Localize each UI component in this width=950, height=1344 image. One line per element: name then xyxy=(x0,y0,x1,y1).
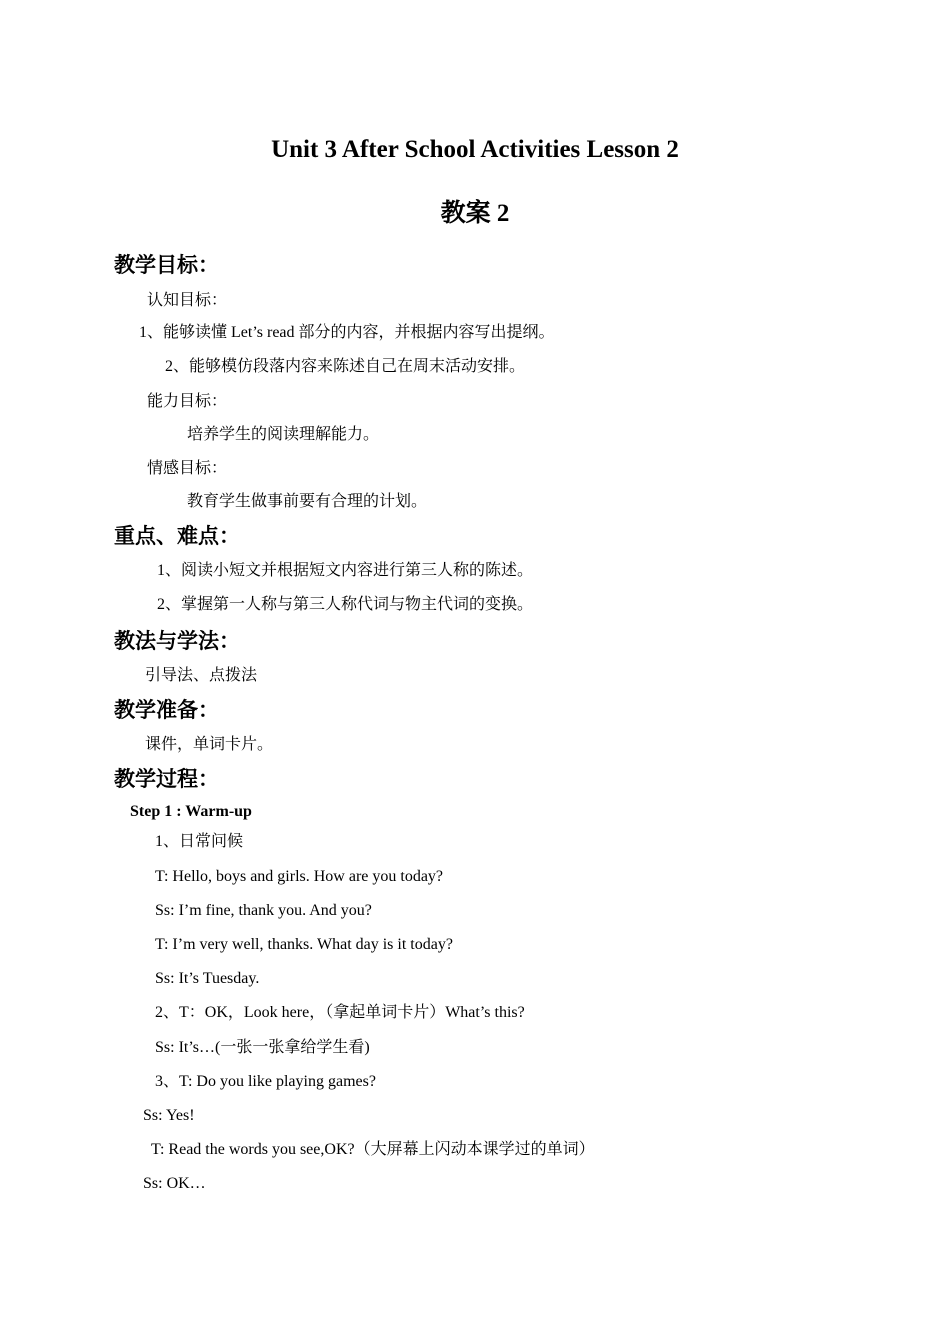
preparation-text: 课件，单词卡片。 xyxy=(145,736,274,753)
cognitive-item-2: 2、能够模仿段落内容来陈述自己在周末活动安排。 xyxy=(165,358,526,375)
methods-heading: 教法与学法： xyxy=(114,629,240,653)
process-line: T: Read the words you see,OK?（大屏幕上闪动本课学过的单词） xyxy=(151,1141,595,1158)
process-line: Ss: OK… xyxy=(143,1175,206,1192)
document-subtitle: 教案 2 xyxy=(440,200,510,227)
process-line: Ss: I’m fine, thank you. And you? xyxy=(155,902,372,919)
objectives-heading: 教学目标： xyxy=(114,253,219,277)
process-line: Ss: It’s Tuesday. xyxy=(155,970,260,987)
ability-item: 培养学生的阅读理解能力。 xyxy=(187,426,380,443)
emotion-item: 教育学生做事前要有合理的计划。 xyxy=(187,493,428,510)
process-line: T: I’m very well, thanks. What day is it today? xyxy=(155,936,453,953)
preparation-heading: 教学准备： xyxy=(114,698,219,722)
key-point-item-2: 2、掌握第一人称与第三人称代词与物主代词的变换。 xyxy=(157,596,534,613)
process-line: 3、T: Do you like playing games? xyxy=(155,1073,376,1090)
cognitive-item-1: 1、能够读懂 Let’s read 部分的内容，并根据内容写出提纲。 xyxy=(139,324,555,341)
document-title: Unit 3 After School Activities Lesson 2 xyxy=(271,136,679,163)
step1-title: Step 1 : Warm-up xyxy=(130,803,252,820)
key-point-item-1: 1、阅读小短文并根据短文内容进行第三人称的陈述。 xyxy=(157,562,534,579)
process-line: 2、T：OK，Look here，（拿起单词卡片）What’s this? xyxy=(155,1004,525,1021)
ability-label: 能力目标： xyxy=(147,393,228,410)
methods-text: 引导法、点拨法 xyxy=(145,667,258,684)
emotion-label: 情感目标： xyxy=(147,460,228,477)
cognitive-label: 认知目标： xyxy=(147,292,228,309)
process-line: Ss: It’s…(一张一张拿给学生看) xyxy=(155,1039,370,1056)
process-line: T: Hello, boys and girls. How are you today? xyxy=(155,868,444,885)
process-line: 1、日常问候 xyxy=(155,833,244,850)
process-heading: 教学过程： xyxy=(114,767,219,791)
process-line: Ss: Yes! xyxy=(143,1107,195,1124)
key-points-heading: 重点、难点： xyxy=(114,524,240,548)
